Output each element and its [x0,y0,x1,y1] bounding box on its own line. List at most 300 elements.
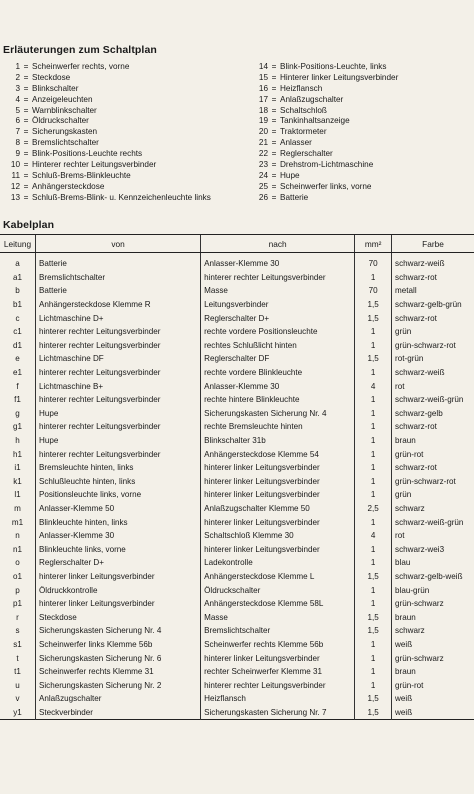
cell-mm2: 1 [355,325,392,339]
cell-von: Lichtmaschine B+ [35,379,200,393]
cell-von: Hupe [35,434,200,448]
cell-farbe: grün-schwarz-rot [392,475,474,489]
legend-item-text: Öldruckschalter [32,116,89,126]
cell-nach: hinterer linker Leitungsverbinder [201,651,355,665]
cell-farbe: rot [392,379,474,393]
cell-farbe: schwarz-gelb [392,407,474,421]
cell-nach: rechter Scheinwerfer Klemme 31 [201,665,355,679]
cell-von: Steckdose [35,610,200,624]
legend-item [0,62,211,73]
cell-nach: Scheinwerfer rechts Klemme 56b [201,638,355,652]
legend-column-right [248,62,398,204]
cell-farbe: schwarz-rot [392,271,474,285]
cell-nach: Ladekontrolle [201,556,355,570]
cell-von: Anlasser-Klemme 50 [35,502,200,516]
legend-item-number: 8 [15,138,20,148]
table-row [0,475,474,489]
cell-nach: Blinkschalter 31b [201,434,355,448]
cell-nach: Schaltschloß Klemme 30 [201,529,355,543]
cell-nach: hinterer linker Leitungsverbinder [201,461,355,475]
cell-mm2: 1 [355,475,392,489]
legend-item-number: 25 [258,181,268,191]
table-row [0,352,474,366]
cell-nach: Sicherungskasten Sicherung Nr. 7 [201,706,355,720]
cell-mm2: 1 [355,488,392,502]
legend-item-number: 26 [258,192,268,202]
cell-farbe: schwarz [392,624,474,638]
cell-von: Öldruckkontrolle [35,583,200,597]
table-row [0,339,474,353]
cell-nach: rechte vordere Positionsleuchte [201,325,355,339]
legend-equals: = [23,127,29,137]
table-row [0,271,474,285]
cell-mm2: 1,5 [355,624,392,638]
legend-equals: = [23,149,29,159]
cell-farbe: schwarz-weiß [392,366,474,380]
cell-farbe: schwarz [392,502,474,516]
table-row [0,651,474,665]
cell-nach: hinterer linker Leitungsverbinder [201,475,355,489]
legend-equals: = [271,127,277,137]
legend-item-number: 19 [258,116,268,126]
legend-item [248,182,398,193]
legend-equals: = [271,105,277,115]
cell-mm2: 1 [355,366,392,380]
table-row [0,447,474,461]
cell-leitung: y1 [13,707,22,717]
table-row [0,515,474,529]
cell-mm2: 1 [355,407,392,421]
legend-item-text: Anzeigeleuchten [32,94,93,104]
legend-item-number: 21 [258,138,268,148]
cell-von: Bremsleuchte hinten, links [35,461,200,475]
legend-item [248,84,398,95]
legend-item-number: 2 [15,72,20,82]
legend-item [0,182,211,193]
legend-item-text: Tankinhaltsanzeige [280,116,350,126]
cell-nach: rechte hintere Blinkleuchte [201,393,355,407]
cell-mm2: 1 [355,597,392,611]
table-row [0,583,474,597]
legend-item [248,95,398,106]
legend-item-number: 15 [258,72,268,82]
cell-leitung: i1 [14,463,21,473]
table-row [0,311,474,325]
legend-item-number: 9 [15,149,20,159]
cell-farbe: braun [392,665,474,679]
table-row [0,624,474,638]
legend-item-text: Blinkschalter [32,83,79,93]
cell-mm2: 1,5 [355,352,392,366]
legend-item-text: Hinterer rechter Leitungsverbinder [32,160,157,170]
cell-mm2: 1 [355,665,392,679]
cell-farbe: grün-schwarz [392,651,474,665]
cell-von: Batterie [35,253,200,271]
table-row [0,610,474,624]
cell-leitung: p [15,585,20,595]
cell-leitung: c [15,313,20,323]
legend-item-number: 22 [258,149,268,159]
legend-item-number: 18 [258,105,268,115]
cell-mm2: 1,5 [355,692,392,706]
table-row [0,529,474,543]
legend-item [248,127,398,138]
cell-mm2: 1,5 [355,706,392,720]
legend-item-number: 4 [15,94,20,104]
table-row [0,253,474,271]
cell-nach: Anhängersteckdose Klemme 58L [201,597,355,611]
legend-equals: = [271,160,277,170]
cell-mm2: 1,5 [355,311,392,325]
table-row [0,665,474,679]
legend-equals: = [23,62,29,71]
header-mm2: mm² [355,235,392,253]
cell-leitung: t1 [14,667,21,677]
legend-item-number: 20 [258,127,268,137]
legend-item-number: 13 [10,192,20,202]
cell-mm2: 1 [355,583,392,597]
cell-leitung: g1 [12,422,22,432]
legend-equals: = [23,105,29,115]
legend-equals: = [23,116,29,126]
cell-nach: Öldruckschalter [201,583,355,597]
cell-leitung: h1 [12,449,22,459]
cell-leitung: s [15,626,20,636]
cell-mm2: 1 [355,420,392,434]
cell-leitung: p1 [12,599,22,609]
legend-equals: = [271,149,277,159]
cell-leitung: k1 [13,476,22,486]
cell-leitung: b [15,286,20,296]
cable-plan-title: Kabelplan [3,219,55,231]
cell-nach: hinterer linker Leitungsverbinder [201,488,355,502]
table-row [0,325,474,339]
legend-item [0,95,211,106]
cell-farbe: grün [392,488,474,502]
legend-item-text: Sicherungskasten [32,127,98,137]
cell-farbe: schwarz-wei3 [392,542,474,556]
cell-mm2: 1 [355,556,392,570]
legend-item [248,160,398,171]
cell-farbe: schwarz-weiß [392,253,474,271]
table-row [0,638,474,652]
legend-title: Erläuterungen zum Schaltplan [3,44,157,56]
cell-mm2: 1 [355,461,392,475]
cell-von: hinterer linker Leitungsverbinder [35,597,200,611]
cell-farbe: weiß [392,706,474,720]
cell-nach: Reglerschalter D+ [201,311,355,325]
table-row [0,393,474,407]
legend-item-text: Schaltschloß [280,105,327,115]
legend-item [0,160,211,171]
cell-farbe: braun [392,434,474,448]
legend-item-text: Traktormeter [280,127,327,137]
legend-equals: = [271,116,277,126]
cell-farbe: schwarz-gelb-weiß [392,570,474,584]
legend-item [248,193,398,204]
cell-nach: Anlaßzugschalter Klemme 50 [201,502,355,516]
header-von: von [35,235,200,253]
legend-item-number: 23 [258,160,268,170]
header-leitung: Leitung [0,235,35,253]
cell-farbe: grün-schwarz-rot [392,339,474,353]
header-nach: nach [201,235,355,253]
legend-item-text: Scheinwerfer rechts, vorne [32,62,130,71]
legend-item-number: 17 [258,94,268,104]
table-row [0,420,474,434]
legend-item-text: Reglerschalter [280,149,333,159]
cell-farbe: grün-rot [392,447,474,461]
cell-farbe: schwarz-rot [392,311,474,325]
cell-nach: hinterer linker Leitungsverbinder [201,542,355,556]
legend-item [248,116,398,127]
legend-item-number: 6 [15,116,20,126]
legend-equals: = [23,94,29,104]
table-row [0,556,474,570]
cell-leitung: d1 [12,340,22,350]
cell-leitung: o [15,558,20,568]
cell-von: Anlaßzugschalter [35,692,200,706]
cell-farbe: weiß [392,638,474,652]
table-row [0,366,474,380]
table-row [0,692,474,706]
cell-mm2: 1 [355,515,392,529]
legend-equals: = [271,138,277,148]
legend-item [0,171,211,182]
legend-column-left [0,62,211,204]
cell-leitung: e [15,354,20,364]
legend-item-text: Hinterer linker Leitungsverbinder [280,72,399,82]
table-row [0,678,474,692]
table-row [0,488,474,502]
table-row [0,298,474,312]
legend-item-text: Bremslichtschalter [32,138,99,148]
cell-von: hinterer linker Leitungsverbinder [35,570,200,584]
cell-leitung: s1 [13,639,22,649]
cell-mm2: 4 [355,379,392,393]
cell-nach: Anlasser-Klemme 30 [201,253,355,271]
cell-farbe: rot-grün [392,352,474,366]
cell-mm2: 4 [355,529,392,543]
table-row [0,597,474,611]
cell-mm2: 70 [355,253,392,271]
legend-item-number: 5 [15,105,20,115]
cell-mm2: 1,5 [355,610,392,624]
cell-von: Sicherungskasten Sicherung Nr. 4 [35,624,200,638]
cell-leitung: n [15,531,20,541]
table-row [0,379,474,393]
legend-item-text: Hupe [280,170,300,180]
cell-leitung: u [15,680,20,690]
cell-nach: Masse [201,284,355,298]
cell-von: Bremslichtschalter [35,271,200,285]
cell-mm2: 1 [355,447,392,461]
cell-farbe: blau [392,556,474,570]
legend-item-text: Anlasser [280,138,312,148]
legend-item-number: 14 [258,62,268,71]
cell-farbe: metall [392,284,474,298]
legend-item-text: Schluß-Brems-Blinkleuchte [32,170,131,180]
cell-leitung: m [14,503,21,513]
cell-mm2: 1 [355,271,392,285]
cell-von: Reglerschalter D+ [35,556,200,570]
legend-item-number: 16 [258,83,268,93]
cell-von: hinterer rechter Leitungsverbinder [35,393,200,407]
cell-leitung: c1 [13,327,22,337]
cell-von: Positionsleuchte links, vorne [35,488,200,502]
legend-item-text: Blink-Positions-Leuchte rechts [32,149,143,159]
cell-leitung: h [15,436,20,446]
legend-equals: = [271,62,277,71]
legend-item [0,106,211,117]
legend-equals: = [271,181,277,191]
cell-nach: Bremslichtschalter [201,624,355,638]
legend-item [0,193,211,204]
cell-mm2: 70 [355,284,392,298]
cell-von: Steckverbinder [35,706,200,720]
cell-leitung: a [15,259,20,269]
legend-equals: = [271,192,277,202]
cell-farbe: braun [392,610,474,624]
cell-nach: Reglerschalter DF [201,352,355,366]
cell-farbe: grün [392,325,474,339]
legend-item-text: Steckdose [32,72,71,82]
cell-nach: Anlasser-Klemme 30 [201,379,355,393]
legend-equals: = [23,170,29,180]
cell-farbe: grün-rot [392,678,474,692]
legend-item [0,127,211,138]
table-row [0,502,474,516]
cell-leitung: f1 [14,395,21,405]
legend-item [248,171,398,182]
legend-item [248,62,398,73]
cell-von: Hupe [35,407,200,421]
table-row [0,706,474,720]
cell-von: Sicherungskasten Sicherung Nr. 2 [35,678,200,692]
cell-leitung: l1 [14,490,21,500]
cell-leitung: r [16,612,19,622]
cell-von: hinterer rechter Leitungsverbinder [35,339,200,353]
cell-von: hinterer rechter Leitungsverbinder [35,366,200,380]
legend-item-number: 1 [15,62,20,71]
table-body [0,253,474,720]
legend-item-text: Anhängersteckdose [32,181,105,191]
legend-item [0,84,211,95]
legend-item-text: Scheinwerfer links, vorne [280,181,372,191]
legend-item-text: Anlaßzugschalter [280,94,344,104]
legend-equals: = [271,94,277,104]
cell-von: Lichtmaschine DF [35,352,200,366]
cell-mm2: 1 [355,638,392,652]
cell-leitung: a1 [12,272,22,282]
cell-leitung: e1 [12,368,22,378]
cell-von: Batterie [35,284,200,298]
legend-equals: = [271,83,277,93]
table-row [0,434,474,448]
cell-von: hinterer rechter Leitungsverbinder [35,420,200,434]
legend-item [248,106,398,117]
cell-von: hinterer rechter Leitungsverbinder [35,325,200,339]
cell-von: Blinkleuchte hinten, links [35,515,200,529]
cell-von: Lichtmaschine D+ [35,311,200,325]
cell-mm2: 1 [355,393,392,407]
cell-nach: Anhängersteckdose Klemme 54 [201,447,355,461]
cell-nach: Anhängersteckdose Klemme L [201,570,355,584]
cell-mm2: 1,5 [355,298,392,312]
cell-nach: Heizflansch [201,692,355,706]
cell-von: Scheinwerfer rechts Klemme 31 [35,665,200,679]
table-row [0,570,474,584]
legend-item-text: Drehstrom-Lichtmaschine [280,160,374,170]
cell-von: hinterer rechter Leitungsverbinder [35,447,200,461]
cell-nach: rechtes Schlußlicht hinten [201,339,355,353]
legend-item [248,149,398,160]
cell-leitung: o1 [12,571,22,581]
legend-item-number: 24 [258,170,268,180]
legend-item [0,73,211,84]
legend-item-number: 10 [10,160,20,170]
cell-mm2: 1,5 [355,570,392,584]
cell-farbe: weiß [392,692,474,706]
cell-mm2: 1 [355,339,392,353]
cell-nach: hinterer rechter Leitungsverbinder [201,678,355,692]
legend-equals: = [271,72,277,82]
cell-mm2: 1 [355,678,392,692]
cable-table [0,234,474,720]
cell-farbe: grün-schwarz [392,597,474,611]
legend-item-number: 12 [10,181,20,191]
legend-item [248,138,398,149]
cell-farbe: schwarz-weiß-grün [392,515,474,529]
cell-farbe: schwarz-rot [392,420,474,434]
legend-item-number: 7 [15,127,20,137]
legend-equals: = [23,72,29,82]
header-farbe: Farbe [392,235,474,253]
legend-item [0,116,211,127]
legend-item [0,149,211,160]
cell-leitung: b1 [12,300,22,310]
legend-item-number: 11 [11,170,20,180]
cell-nach: Masse [201,610,355,624]
cell-von: Blinkleuchte links, vorne [35,542,200,556]
legend-equals: = [23,160,29,170]
cell-nach: rechte Bremsleuchte hinten [201,420,355,434]
legend-item-text: Heizflansch [280,83,323,93]
cell-mm2: 1 [355,434,392,448]
cell-nach: Sicherungskasten Sicherung Nr. 4 [201,407,355,421]
legend-equals: = [271,170,277,180]
cell-mm2: 1 [355,651,392,665]
table-row [0,407,474,421]
cell-nach: hinterer rechter Leitungsverbinder [201,271,355,285]
legend-equals: = [23,181,29,191]
legend-equals: = [23,83,29,93]
cell-farbe: rot [392,529,474,543]
legend-item-text: Schluß-Brems-Blink- u. Kennzeichenleuchte links [32,192,211,202]
cell-nach: Leitungsverbinder [201,298,355,312]
cell-farbe: blau-grün [392,583,474,597]
legend-item [0,138,211,149]
cell-leitung: t [16,653,19,663]
cell-von: Scheinwerfer links Klemme 56b [35,638,200,652]
cell-leitung: n1 [12,544,22,554]
cell-farbe: schwarz-gelb-grün [392,298,474,312]
table-row [0,461,474,475]
legend-item-text: Batterie [280,192,309,202]
cell-von: Anhängersteckdose Klemme R [35,298,200,312]
cell-leitung: m1 [11,517,24,527]
cell-leitung: f [16,381,19,391]
